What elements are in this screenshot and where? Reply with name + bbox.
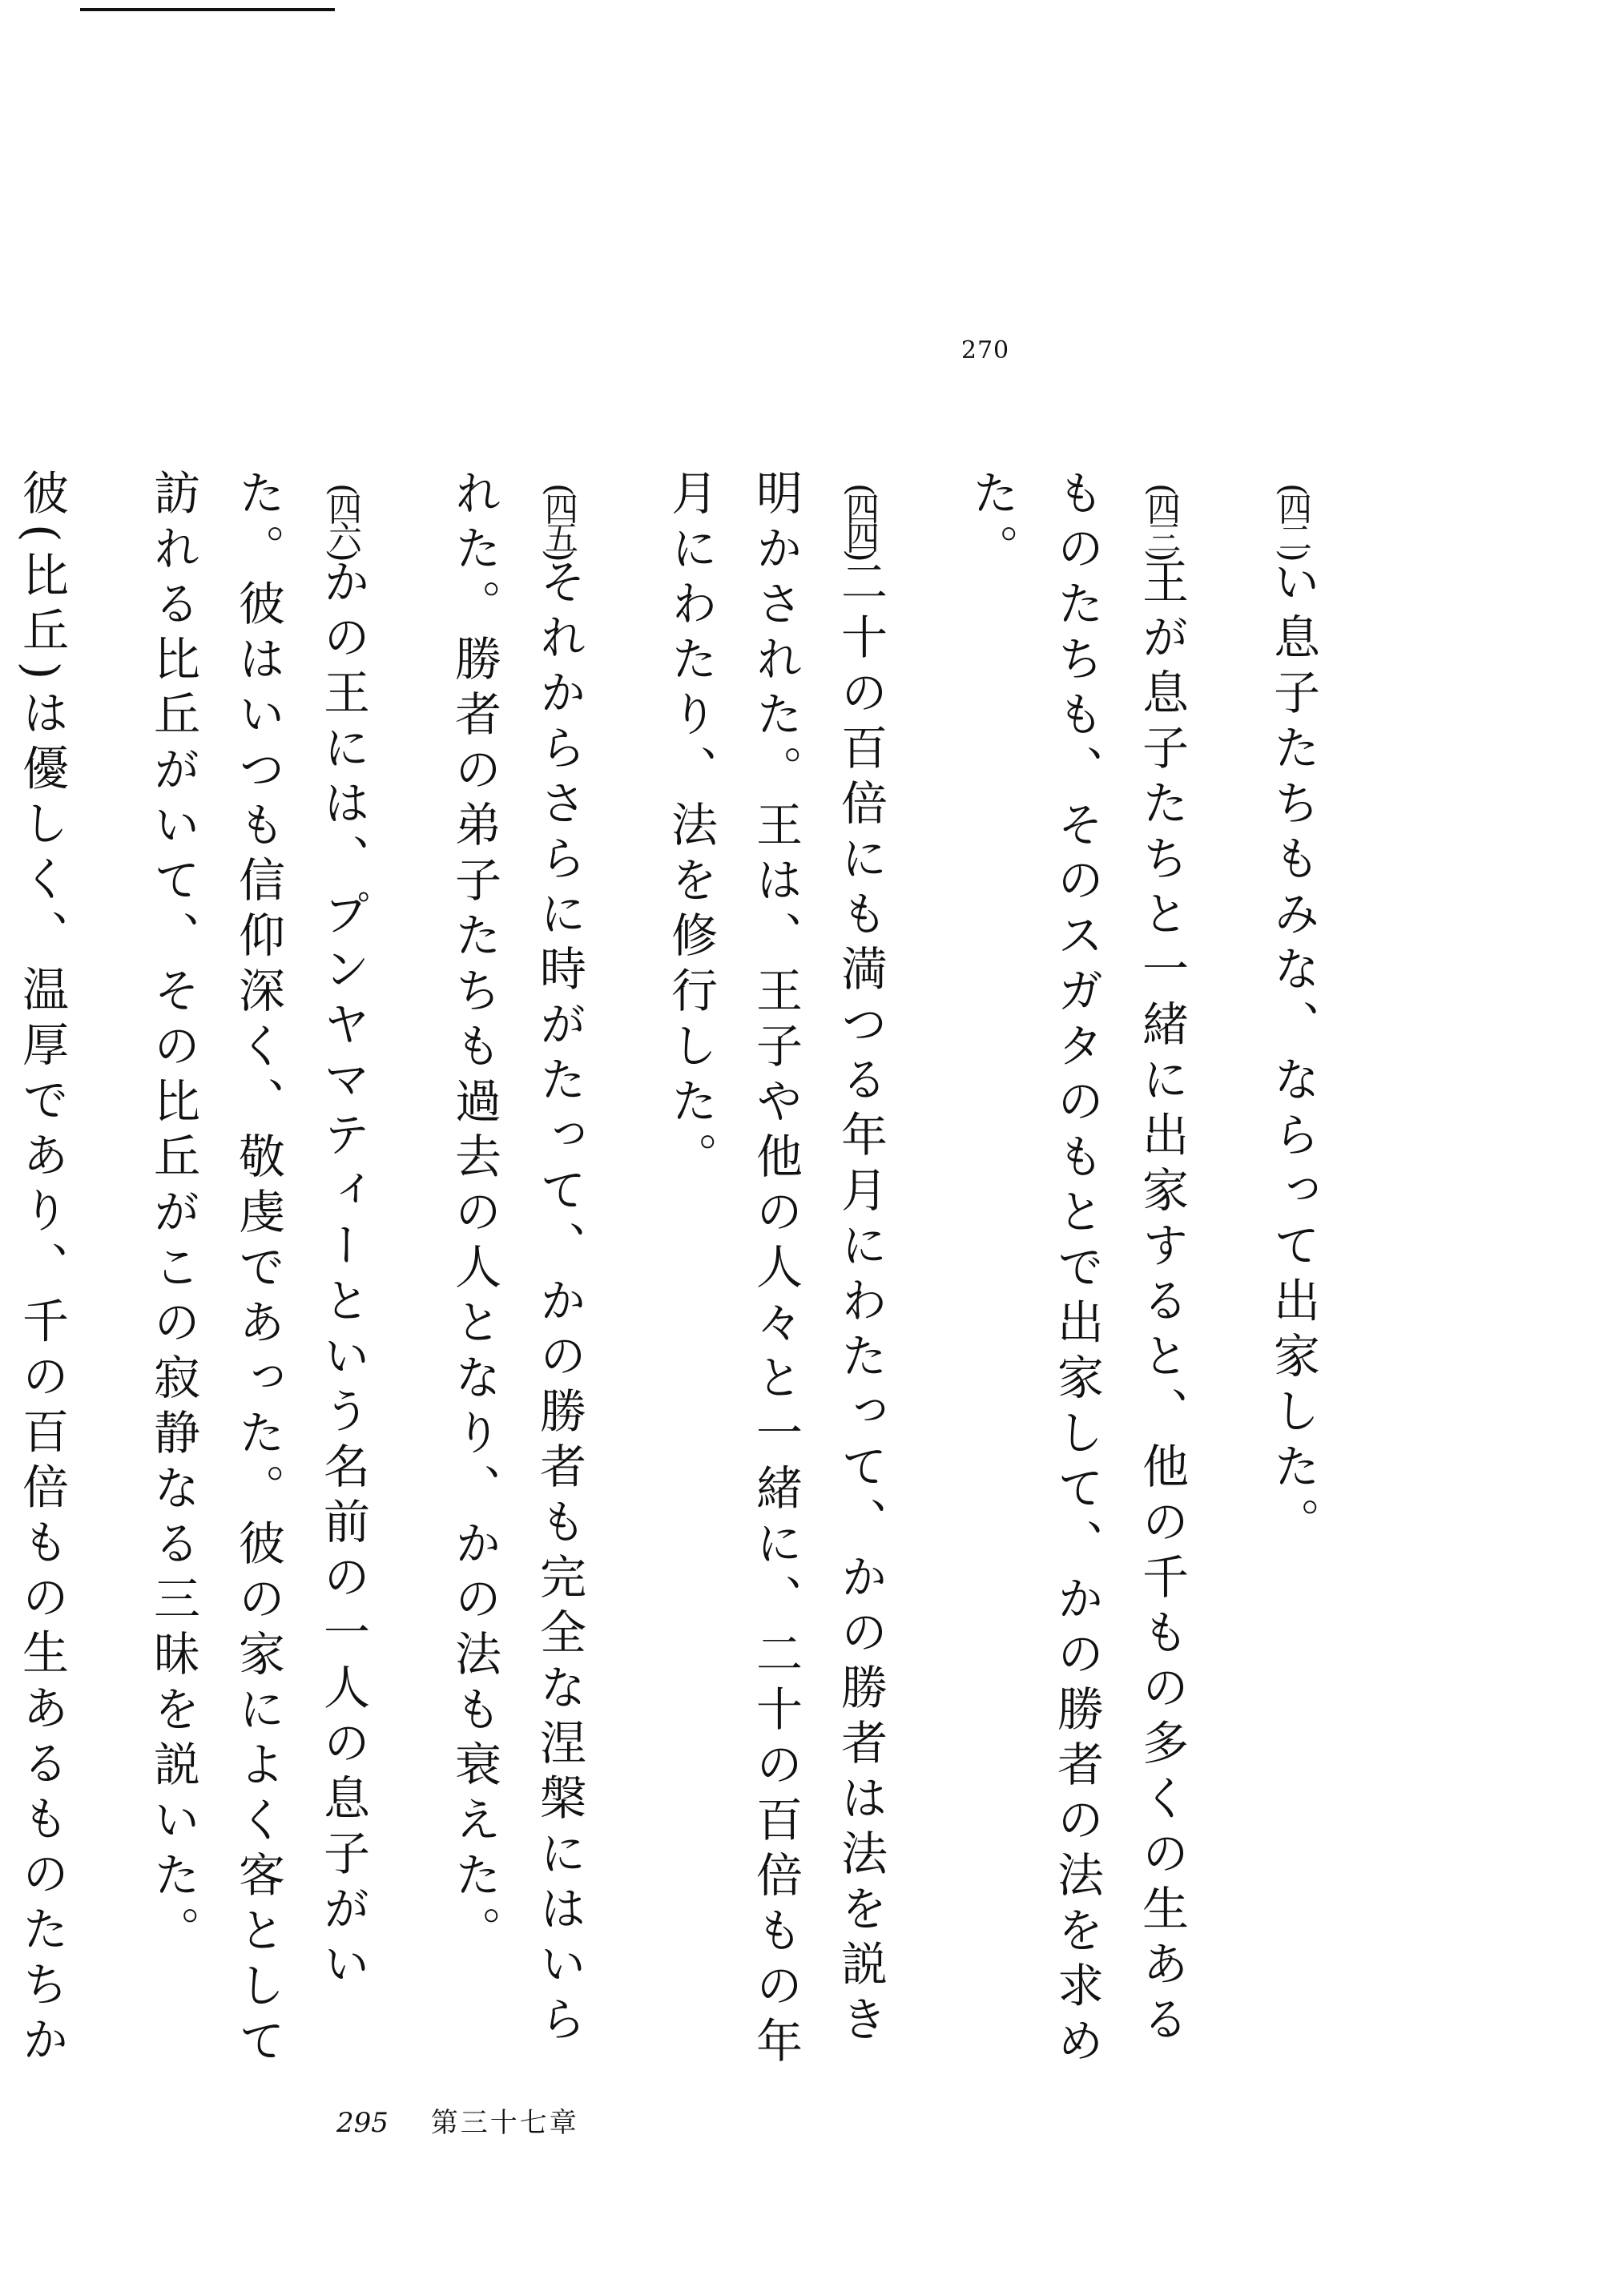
verse-text-47: 彼(比丘)は優しく、温厚であり、千の百倍もの生あるものたちか (14, 469, 69, 2071)
verse-text-45: それからさらに時がたって、かの勝者も完全な涅槃にはいられた。勝者の弟子たちも過去の人となり、かの法も衰えた。 (447, 469, 586, 2050)
footer-chapter-title: 第三十七章 (430, 2107, 579, 2139)
footer (336, 2101, 579, 2140)
verse-number-43: (四三) (1142, 483, 1182, 558)
verse-text-44: 二十の百倍にも満つる年月にわたって、かの勝者は法を説き明かされた。王は、王子や他の人々と一緒に、二十の百倍もの年月にわたり、法を修行した。 (663, 469, 888, 2072)
verse-44 (648, 469, 903, 2083)
verse-46 (131, 469, 385, 2083)
verse-43 (949, 469, 1204, 2083)
verse-number-46: (四六) (324, 483, 363, 558)
verse-42 (1250, 469, 1335, 2083)
body-text (14, 469, 1382, 2083)
footer-page-number: 295 (336, 2107, 389, 2139)
verse-number-45: (四五) (540, 483, 579, 558)
verse-text-43: 王が息子たちと一緒に出家すると、他の千もの多くの生あるものたちも、そのスガタのもとで出家して、かの勝者の法を求めた。 (965, 469, 1189, 2072)
verse-text-46: かの王には、プンヤマティーという名前の一人の息子がいた。彼はいつも信仰深く、敬虔であった。彼の家によく客として訪れる比丘がいて、その比丘がこの寂静なる三昧を説いた。 (146, 469, 370, 2072)
verse-47 (0, 469, 84, 2083)
page-number: 270 (961, 336, 1010, 365)
verse-number-44: (四四) (841, 483, 880, 558)
top-rule (80, 8, 335, 11)
verse-number-42: (四二) (1274, 483, 1313, 558)
verse-text-42: い息子たちもみな、ならって出家した。 (1266, 557, 1320, 1553)
verse-45 (432, 469, 602, 2083)
